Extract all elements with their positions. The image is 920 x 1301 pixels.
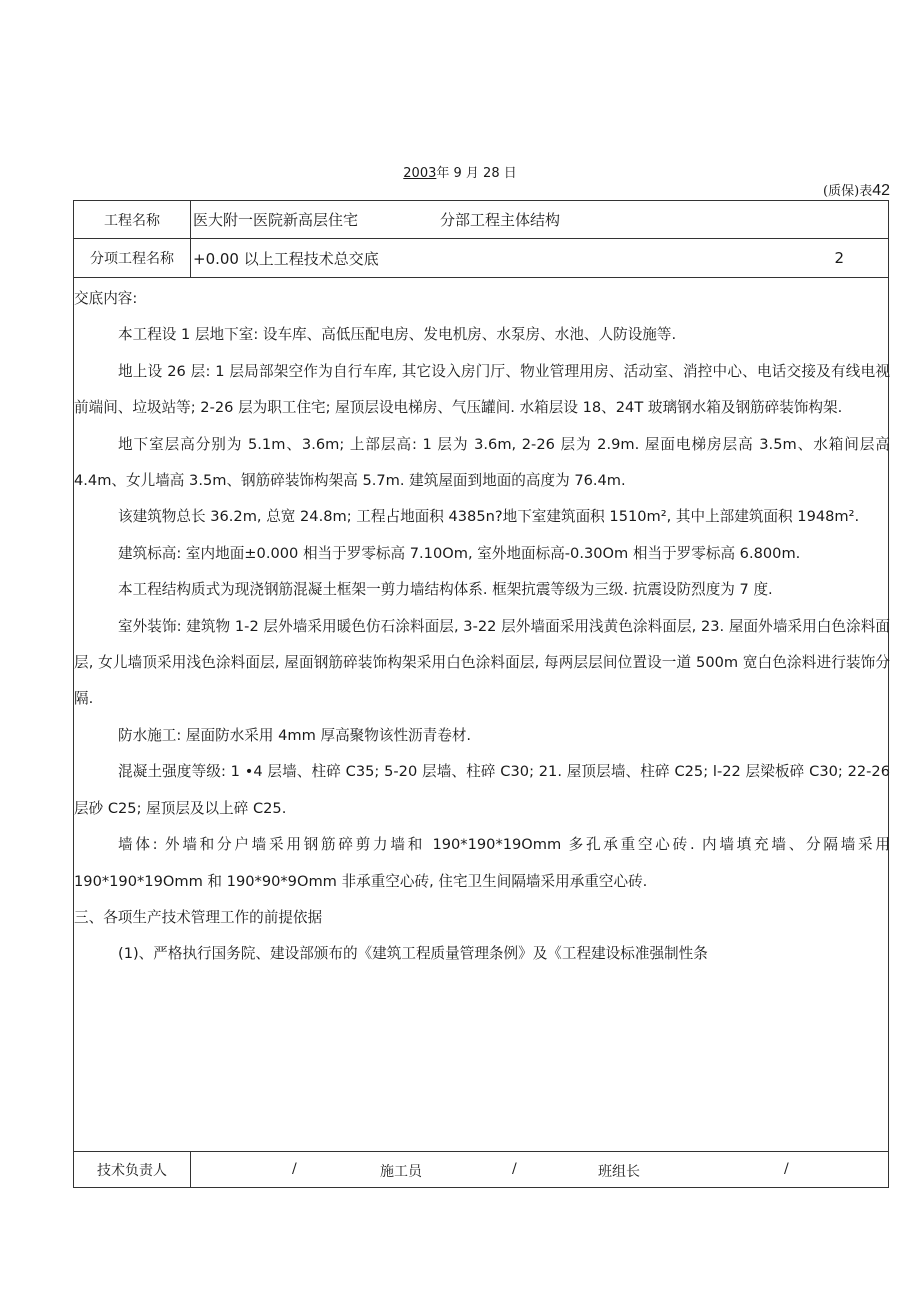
form-code [823,180,890,200]
disclosure-form [73,200,889,1188]
section-three-heading: 三、各项生产技术管理工作的前提依据 [74,908,323,926]
tech-lead-slash: / [292,1161,297,1177]
worker-slash: / [512,1161,517,1177]
project-row [74,201,888,239]
date-year: 2003 [403,166,437,181]
disclosure-content [74,281,890,973]
signature-row [74,1151,888,1187]
paragraph-walls: 墙体: 外墙和分户墙采用钢筋碎剪力墙和 190*190*19Omm 多孔承重空心砖. 内墙填充墙、分隔墙采用 190*190*19Omm 和 190*90*9Omm 非承重空心砖, 住宅卫生间隔墙采用承重空心砖. [74,836,890,890]
paragraph-dimensions: 该建筑物总长 36.2m, 总宽 24.8m; 工程占地面积 4385n?地下室建筑面积 1510m², 其中上部建筑面积 1948m². [118,508,860,526]
date-line [0,162,920,181]
team-lead-label: 班组长 [598,1164,640,1180]
paragraph-heights: 地下室层高分别为 5.1m、3.6m; 上部层高: 1 层为 3.6m, 2-26 层为 2.9m. 屋面电梯房层高 3.5m、水箱间层高 4.4m、女儿墙高 3.5m、钢筋碎装饰构架高 5.7m. 建筑屋面到地面的高度为 76.4m. [74,435,890,490]
item-name: +0.00 以上工程技术总交底 [193,249,379,268]
form-code-prefix: (质保)表 [823,184,873,199]
tech-lead-label: 技术负责人 [74,1152,191,1187]
paragraph-structure: 本工程结构质式为现浇钢筋混凝土框架一剪力墙结构体系. 框架抗震等级为三级. 抗震设防烈度为 7 度. [118,581,773,599]
content-heading: 交底内容: [74,290,138,307]
paragraph-concrete: 混凝土强度等级: 1 •4 层墙、柱碎 C35; 5-20 层墙、柱碎 C30; 21. 屋顶层墙、柱碎 C25; l-22 层梁板碎 C30; 22-26 层砂 C25; 屋顶层及以上碎 C25. [74,763,890,817]
paragraph-elevation: 建筑标高: 室内地面±0.000 相当于罗零标高 7.10Om, 室外地面标高-0.30Om 相当于罗零标高 6.800m. [118,544,801,562]
date-rest: 年 9 月 28 日 [436,166,517,181]
item-row [74,239,888,278]
project-label: 工程名称 [74,201,191,238]
worker-label: 施工员 [380,1164,422,1180]
item-label: 分项工程名称 [74,239,191,277]
form-code-number: 42 [872,182,890,199]
paragraph-floors: 地上设 26 层: 1 层局部架空作为自行车库, 其它设入房门厅、物业管理用房、活动室、消控中心、电话交接及有线电视前端间、垃圾站等; 2-26 层为职工住宅; 屋顶层设电梯房、气压罐间. 水箱层设 18、24T 玻璃钢水箱及钢筋碎装饰构架. [74,362,890,417]
part-name: 分部工程主体结构 [440,211,561,229]
paragraph-waterproofing: 防水施工: 屋面防水采用 4mm 厚高聚物该性沥青卷材. [118,726,472,744]
team-lead-slash: / [784,1161,789,1177]
project-name: 医大附一医院新高层住宅 [193,211,359,229]
page-number: 2 [834,249,844,267]
item-one: (1)、严格执行国务院、建设部颁布的《建筑工程质量管理条例》及《工程建设标准强制性条 [118,945,708,963]
paragraph-exterior: 室外装饰: 建筑物 1-2 层外墙采用暖色仿石涂料面层, 3-22 层外墙面采用浅黄色涂料面层, 23. 屋面外墙采用白色涂料面层, 女儿墙顶采用浅色涂料面层, 屋面钢筋碎装饰构架采用白色涂料面层, 每两层层间位置设一道 500m 宽白色涂料进行装饰分隔. [74,617,890,708]
paragraph-basement: 本工程设 1 层地下室: 设车库、高低压配电房、发电机房、水泵房、水池、人防设施等. [118,326,677,344]
